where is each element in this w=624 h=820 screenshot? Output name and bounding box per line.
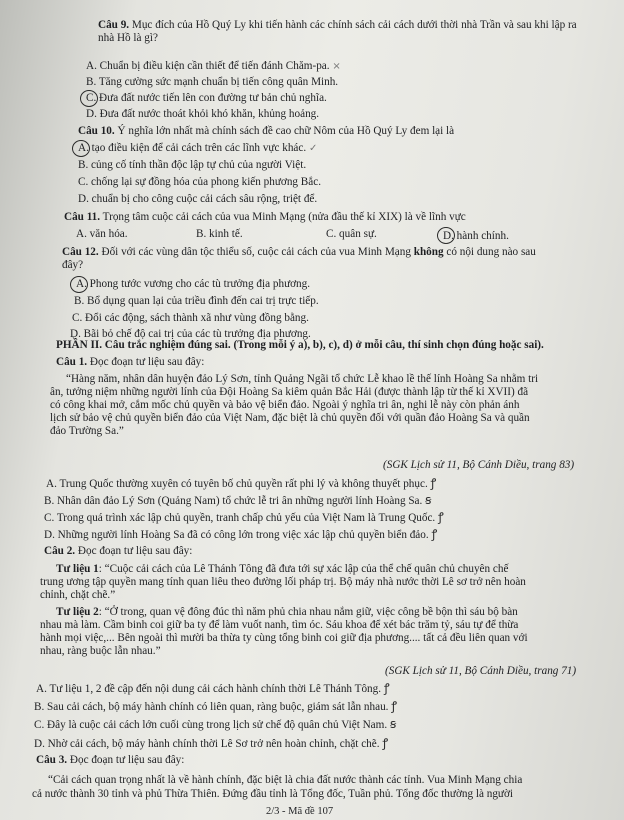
- p1-stem: Câu 1. Đọc đoạn tư liệu sau đây:: [56, 356, 205, 368]
- cross-mark-icon: ×: [332, 61, 341, 72]
- q9-option-a: A. Chuẩn bị điều kiện cần thiết để tiến đánh Chăm-pa. ×: [86, 60, 341, 72]
- answer-circle-icon: [72, 140, 90, 157]
- q12-option-a: A. Phong tước vương cho các tù trưởng địa phương.: [76, 278, 311, 290]
- p3-title: Câu 3.: [36, 754, 68, 766]
- q9-option-c: C. Đưa đất nước tiến lên con đường tư bản chủ nghĩa.: [86, 92, 327, 104]
- p1-statement-c: C. Trong quá trình xác lập chủ quyền, tranh chấp chủ yếu của Việt Nam là Trung Quốc. ꝭ: [44, 510, 444, 524]
- answer-circle-icon: [80, 90, 98, 107]
- q10-title: Câu 10.: [78, 125, 115, 137]
- q11-stem: Câu 11. Trọng tâm cuộc cải cách của vua Minh Mạng (nửa đầu thế kỉ XIX) là về lĩnh vực: [64, 211, 466, 223]
- handwritten-mark-icon: ꝭ: [438, 510, 444, 524]
- p2-source2-line: hành mọi việc,... Bên ngoài thì mười ba thừa ty cùng tổng binh coi giữ địa phương.... tất cả đều liên quan với: [40, 632, 528, 644]
- p2-statement-a: A. Tư liệu 1, 2 đề cập đến nội dung cải cách hành chính thời Lê Thánh Tông. ꝭ: [36, 681, 390, 695]
- q9-stem-line1: Câu 9. Mục đích của Hồ Quý Ly khi tiến hành các chính sách cải cách dưới thời nhà Trần và sau khi lập ra: [98, 19, 577, 31]
- q9-stem-line2: nhà Hồ là gì?: [98, 32, 158, 44]
- p2-source2-line: nhau mà làm. Cầm binh coi giữ ba ty để làm vuốt nanh, tìm óc. Sáu khoa để xét bác trăm tỷ, sáu tự để thừa: [40, 619, 519, 631]
- q9-option-d: D. Đưa đất nước thoát khỏi khó khăn, khủng hoảng.: [86, 108, 320, 120]
- p1-statement-a: A. Trung Quốc thường xuyên có tuyên bố chủ quyền rất phi lý và không thuyết phục. ꝭ: [46, 476, 437, 490]
- p1-title: Câu 1.: [56, 356, 88, 368]
- check-mark-icon: ✓: [308, 143, 318, 154]
- q10-option-c: C. chống lại sự đồng hóa của phong kiến phương Bắc.: [78, 176, 321, 188]
- q12-option-d: D. Bãi bỏ chế độ cai trị của các tù trưởng địa phương.: [70, 328, 311, 340]
- p3-quote-line: “Cải cách quan trọng nhất là về hành chính, đặc biệt là chia đất nước thành các tỉnh. Vua Minh Mạng chia: [48, 774, 523, 786]
- p2-stem: Câu 2. Đọc đoạn tư liệu sau đây:: [44, 545, 193, 557]
- q12-stem-line2: đây?: [62, 259, 84, 271]
- answer-circle-icon: [70, 276, 88, 293]
- q11-option-d: D. hành chính.: [443, 230, 509, 242]
- p1-quote-line: có công khai mở, cắm mốc chủ quyền và bảo vệ biển đảo. Ngoài ý nghĩa tri ân, nghi lễ này còn phản ánh: [50, 399, 520, 411]
- p3-quote-line: cả nước thành 30 tỉnh và phủ Thừa Thiên. Đứng đầu tỉnh là Tổng đốc, Tuần phủ. Tổng đốc thường là người: [32, 788, 514, 800]
- p1-statement-b: B. Nhân dân đảo Lý Sơn (Quảng Nam) tổ chức lễ tri ân những người lính Hoàng Sa. ꞩ: [44, 493, 432, 507]
- q10-option-d: D. chuẩn bị cho công cuộc cải cách sâu rộng, triệt để.: [78, 193, 318, 205]
- p2-source: (SGK Lịch sử 11, Bộ Cánh Diều, trang 71): [385, 665, 577, 677]
- p1-statement-d: D. Những người lính Hoàng Sa đã có công lớn trong việc xác lập chủ quyền biển đảo. ꝭ: [44, 527, 438, 541]
- p2-statement-b: B. Sau cải cách, bộ máy hành chính có liên quan, ràng buộc, giám sát lẫn nhau. ꝭ: [34, 699, 397, 713]
- handwritten-mark-icon: ꝭ: [431, 527, 438, 541]
- p1-quote-line: lịch sử bảo vệ chủ quyền biển đảo của Việt Nam, đặc biệt là chủ quyền đối với quần đảo Hoàng Sa và quần: [50, 412, 530, 424]
- q11-option-c: C. quân sự.: [326, 228, 377, 240]
- q12-option-c: C. Đổi các động, sách thành xã như vùng đồng bằng.: [72, 312, 309, 324]
- q11-option-a: A. văn hóa.: [76, 228, 128, 240]
- q9-title: Câu 9.: [98, 19, 130, 31]
- q9-option-b: B. Tăng cường sức mạnh chuẩn bị tiến công quân Minh.: [86, 76, 339, 88]
- page-footer: 2/3 - Mã đề 107: [266, 806, 334, 817]
- p2-source1-line: chỉnh, chặt chẽ.”: [40, 589, 116, 601]
- handwritten-mark-icon: ꞩ: [425, 493, 432, 507]
- q10-stem: Câu 10. Ý nghĩa lớn nhất mà chính sách đề cao chữ Nôm của Hồ Quý Ly đem lại là: [78, 125, 455, 137]
- handwritten-mark-icon: ꝭ: [391, 699, 397, 713]
- p1-quote-line: “Hàng năm, nhân dân huyện đảo Lý Sơn, tỉnh Quảng Ngãi tổ chức Lễ khao lề thế lính Hoàng Sa nhằm tri: [66, 373, 539, 385]
- p2-source1-line: Tư liệu 1: “Cuộc cải cách của Lê Thánh Tông đã đưa tới sự xác lập của thể chế quân chủ chuyên chế: [56, 563, 509, 575]
- q12-stem-line1: Câu 12. Đối với các vùng dân tộc thiểu số, cuộc cải cách của vua Minh Mạng không có nội dung nào sau: [62, 246, 536, 258]
- p2-title: Câu 2.: [44, 545, 76, 557]
- p2-statement-c: C. Đây là cuộc cải cách lớn cuối cùng trong lịch sử chế độ quân chủ Việt Nam. ꞩ: [34, 717, 397, 731]
- q11-title: Câu 11.: [64, 211, 101, 223]
- part2-heading: PHẦN II. Câu trắc nghiệm đúng sai. (Trong mỗi ý a), b), c), d) ở mỗi câu, thí sinh chọn đúng hoặc sai).: [56, 339, 544, 351]
- p3-stem: Câu 3. Đọc đoạn tư liệu sau đây:: [36, 754, 185, 766]
- q11-option-b: B. kinh tế.: [196, 228, 243, 240]
- p1-quote-line: đảo Trường Sa.”: [50, 425, 124, 437]
- handwritten-mark-icon: ꝭ: [383, 681, 390, 695]
- q12-option-b: B. Bổ dụng quan lại của triều đình đến cai trị trực tiếp.: [74, 295, 319, 307]
- q10-option-b: B. củng cố tính thần độc lập tự chủ của người Việt.: [78, 159, 307, 171]
- p1-quote-line: ân, tưởng niệm những người lính của Đội Hoàng Sa kiêm quản Bắc Hải (được thành lập từ thế kỉ XVII) đã: [50, 386, 529, 398]
- p1-source: (SGK Lịch sử 11, Bộ Cánh Diều, trang 83): [383, 459, 575, 471]
- p2-source2-line: Tư liệu 2: “Ở trong, quan vệ đông đúc thì năm phủ chia nhau nắm giữ, việc công bề bộn thì sáu bộ bàn: [56, 606, 518, 618]
- q12-title: Câu 12.: [62, 246, 99, 258]
- handwritten-mark-icon: ꝭ: [430, 476, 437, 490]
- handwritten-mark-icon: ꝭ: [382, 736, 389, 750]
- q10-option-a: A. tạo điều kiện để cải cách trên các lĩnh vực khác. ✓: [78, 142, 318, 154]
- answer-circle-icon: [437, 227, 455, 244]
- handwritten-mark-icon: ꞩ: [389, 717, 397, 731]
- p2-statement-d: D. Nhờ cải cách, bộ máy hành chính thời Lê Sơ trở nên hoàn chỉnh, chặt chẽ. ꝭ: [34, 736, 389, 750]
- p2-source1-line: trung ương tập quyền mang tính quan liêu theo đường lối pháp trị. Bộ máy nhà nước thời Lê sơ trở nên hoàn: [40, 576, 526, 588]
- p2-source2-line: nhau, ràng buộc lẫn nhau.”: [40, 645, 161, 657]
